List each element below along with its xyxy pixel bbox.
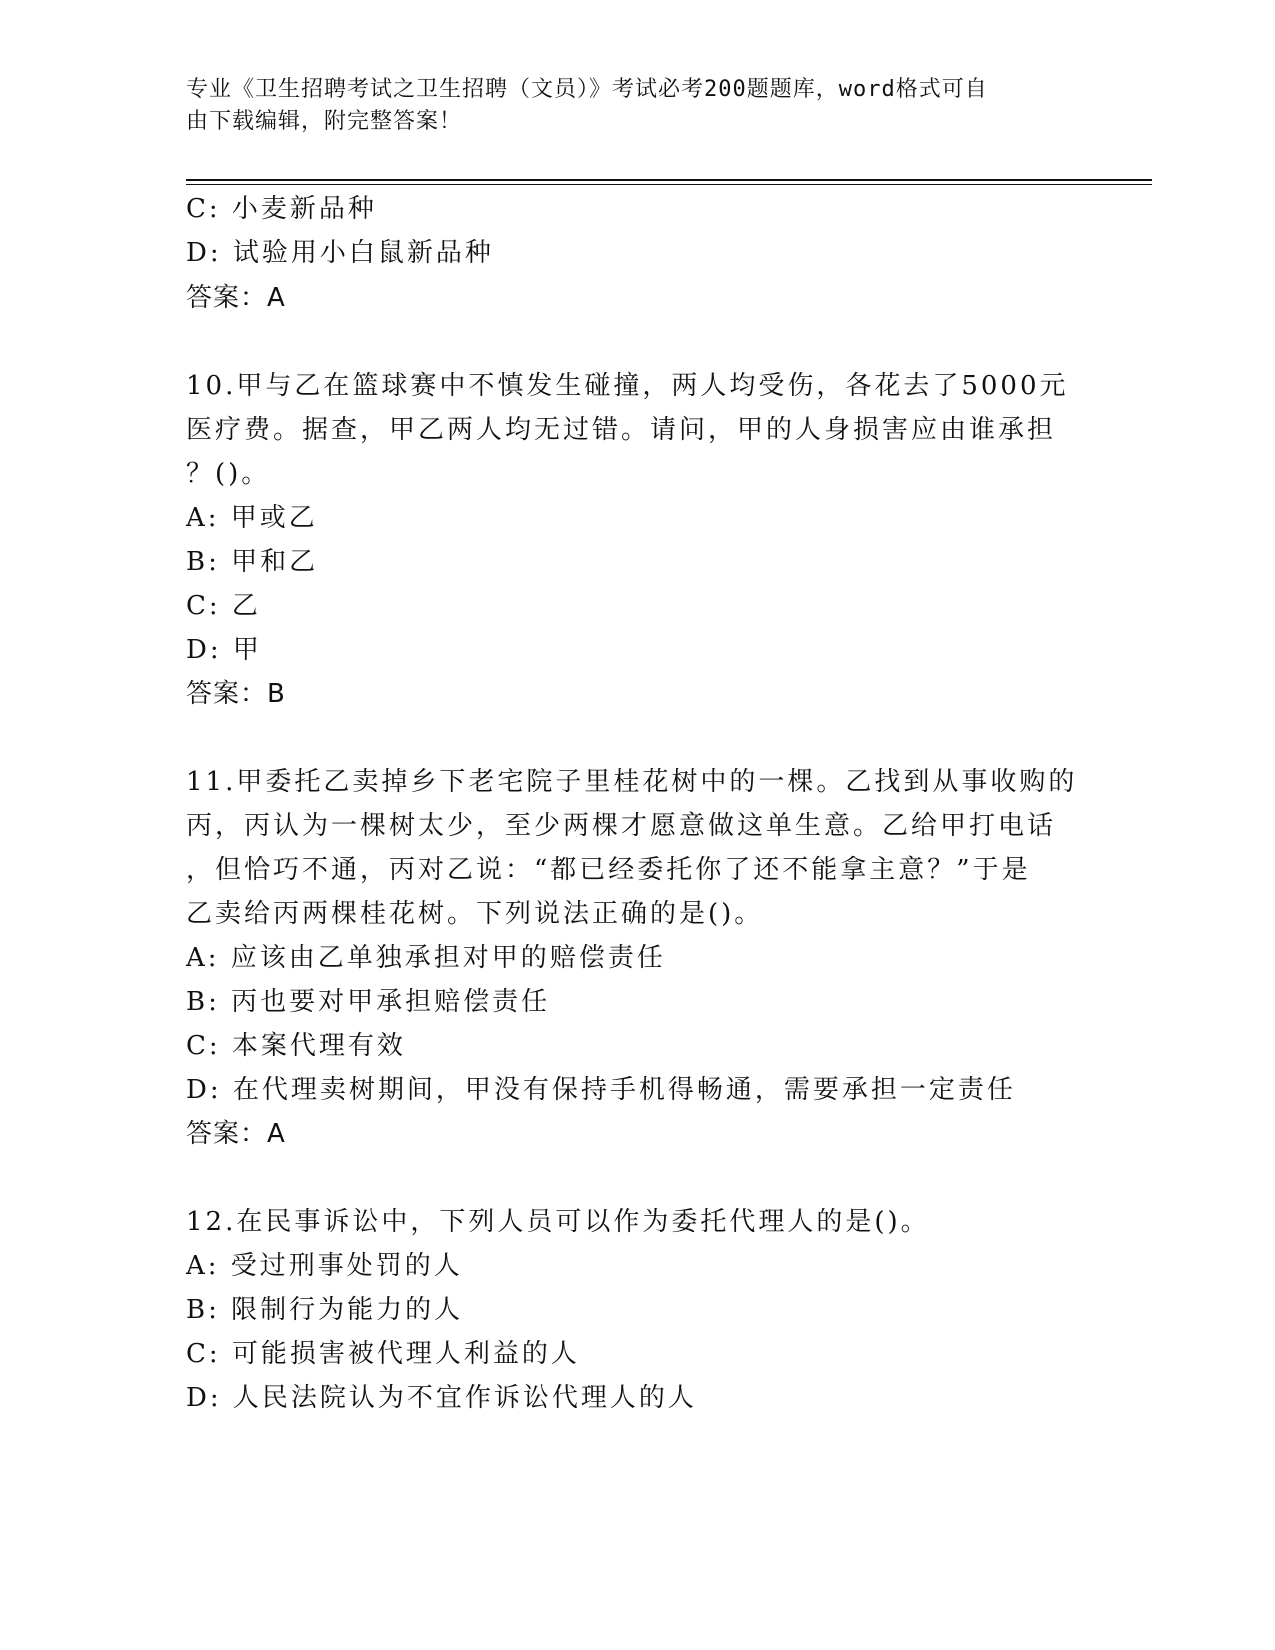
q11-option-b: B: 丙也要对甲承担赔偿责任 — [186, 987, 551, 1017]
q11-option-a: A: 应该由乙单独承担对甲的赔偿责任 — [186, 943, 666, 973]
q12-stem-line-1: 12.在民事诉讼中，下列人员可以作为委托代理人的是()。 — [186, 1207, 930, 1237]
q12-option-c: C: 可能损害被代理人利益的人 — [186, 1339, 580, 1369]
q10-stem-line-1: 10.甲与乙在篮球赛中不慎发生碰撞，两人均受伤，各花去了5000元 — [186, 371, 1069, 401]
q11-stem-line-1: 11.甲委托乙卖掉乡下老宅院子里桂花树中的一棵。乙找到从事收购的 — [186, 767, 1078, 797]
q10-stem-line-3: ？()。 — [186, 459, 271, 489]
q10-stem-line-2: 医疗费。据查，甲乙两人均无过错。请问，甲的人身损害应由谁承担 — [186, 415, 1057, 445]
q11-stem-line-3: ，但恰巧不通，丙对乙说：“都已经委托你了还不能拿主意？”于是 — [186, 855, 1031, 885]
q10-answer: 答案：B — [186, 679, 286, 709]
q11-option-d: D: 在代理卖树期间，甲没有保持手机得畅通，需要承担一定责任 — [186, 1075, 1016, 1105]
q12-option-b: B: 限制行为能力的人 — [186, 1295, 464, 1325]
q12-option-d: D: 人民法院认为不宜作诉讼代理人的人 — [186, 1383, 697, 1413]
header-line-2: 由下载编辑，附完整答案！ — [186, 109, 463, 134]
q11-stem-line-4: 乙卖给丙两棵桂花树。下列说法正确的是()。 — [186, 899, 764, 929]
q12-option-a: A: 受过刑事处罚的人 — [186, 1251, 463, 1281]
q9-option-d: D: 试验用小白鼠新品种 — [186, 238, 494, 268]
document-header — [186, 74, 1086, 138]
header-line-1: 专业《卫生招聘考试之卫生招聘（文员）》考试必考200题题库，word格式可自 — [186, 77, 988, 102]
header-divider-thick — [186, 179, 1152, 181]
q10-option-c: C: 乙 — [186, 591, 261, 621]
q11-answer: 答案：A — [186, 1119, 286, 1149]
q9-option-c: C: 小麦新品种 — [186, 194, 377, 224]
header-divider-thin — [186, 184, 1152, 185]
q10-option-d: D: 甲 — [186, 635, 262, 665]
q10-option-a: A: 甲或乙 — [186, 503, 318, 533]
q11-stem-line-2: 丙，丙认为一棵树太少，至少两棵才愿意做这单生意。乙给甲打电话 — [186, 811, 1057, 841]
q10-option-b: B: 甲和乙 — [186, 547, 319, 577]
q11-option-c: C: 本案代理有效 — [186, 1031, 406, 1061]
q9-answer: 答案：A — [186, 283, 286, 313]
